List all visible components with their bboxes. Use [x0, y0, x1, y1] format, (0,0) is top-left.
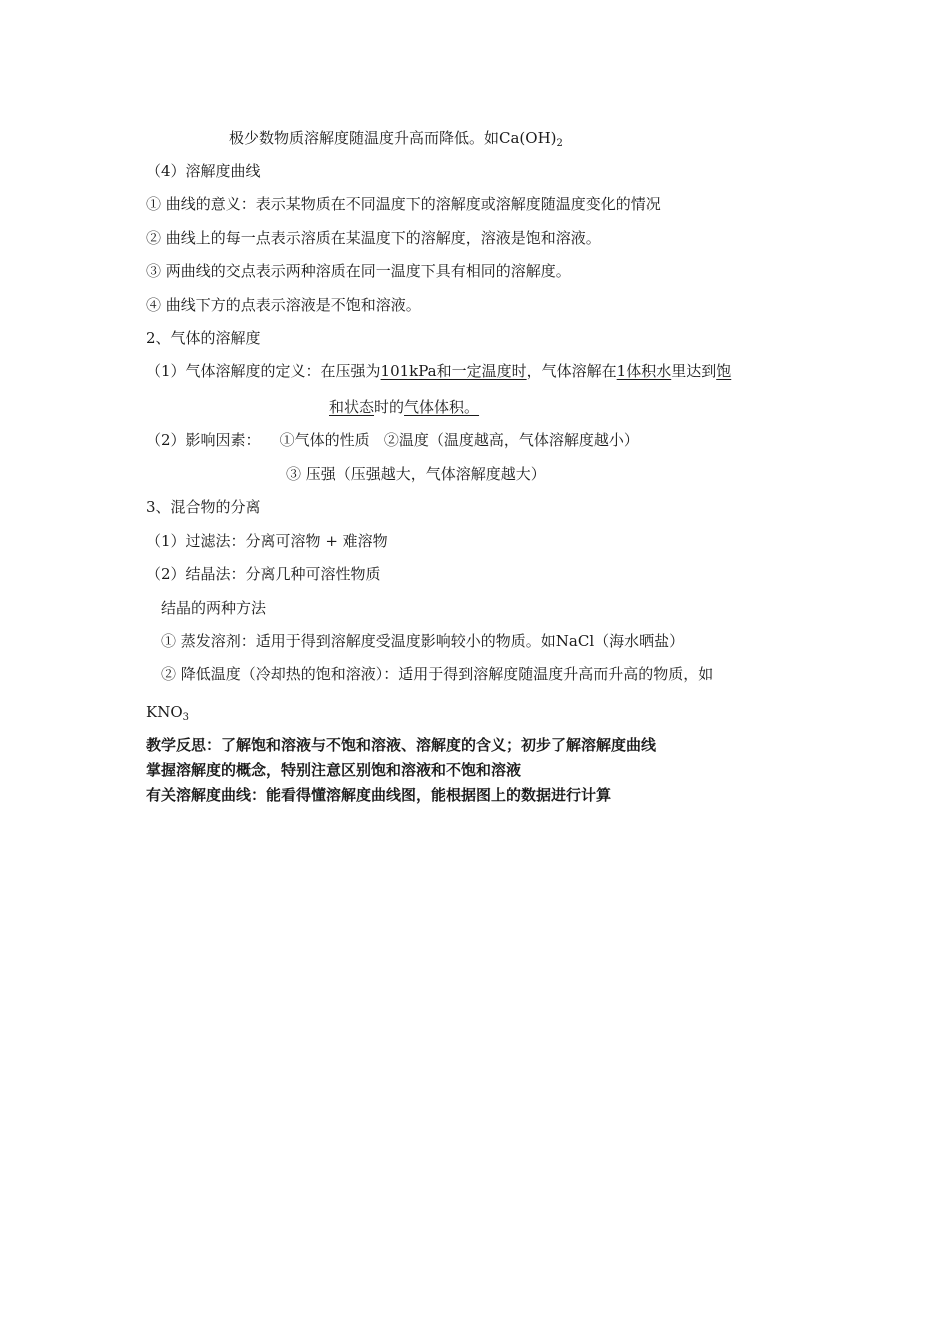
text-line-9	[329, 397, 479, 417]
text-line-14: （2）结晶法：分离几种可溶性物质	[146, 565, 381, 583]
text-line-11: ③ 压强（压强越大，气体溶解度越大）	[286, 465, 546, 483]
underlined-text: 1体积水	[616, 362, 672, 380]
text-span: 里达到	[671, 362, 717, 380]
heading-mixture-separation: 3、混合物的分离	[146, 498, 261, 516]
underlined-text: 101kPa和一定温度时	[380, 362, 527, 380]
text-line-5: ③ 两曲线的交点表示两种溶质在同一温度下具有相同的溶解度。	[146, 262, 571, 280]
text-line-6: ④ 曲线下方的点表示溶液是不饱和溶液。	[146, 296, 421, 314]
reflection-line-2: 掌握溶解度的概念，特别注意区别饱和溶液和不饱和溶液	[146, 761, 522, 779]
reflection-line-1: 教学反思：了解饱和溶液与不饱和溶液、溶解度的含义；初步了解溶解度曲线	[146, 736, 657, 754]
heading-solubility-curve: （4）溶解度曲线	[146, 162, 261, 180]
text-span: 时的	[374, 398, 405, 416]
subscript: 3	[182, 712, 190, 723]
underlined-text: 饱	[716, 362, 732, 380]
text-span: ，气体溶解在	[526, 362, 617, 380]
subscript: 2	[556, 138, 563, 149]
text-span: 极少数物质溶解度随温度升高而降低。如Ca(OH)	[229, 129, 557, 147]
text-line-16: ① 蒸发溶剂：适用于得到溶解度受温度影响较小的物质。如NaCl（海水晒盐）	[161, 632, 685, 650]
text-line-13: （1）过滤法：分离可溶物 + 难溶物	[146, 532, 388, 550]
text-line-10: （2）影响因素： ①气体的性质 ②温度（温度越高，气体溶解度越小）	[146, 431, 639, 449]
text-span: KNO	[146, 703, 183, 721]
text-line-4: ② 曲线上的每一点表示溶质在某温度下的溶解度，溶液是饱和溶液。	[146, 229, 601, 247]
underlined-text: 和状态	[329, 398, 375, 416]
text-line-8	[146, 361, 731, 381]
reflection-line-3: 有关溶解度曲线：能看得懂溶解度曲线图，能根据图上的数据进行计算	[146, 786, 612, 804]
text-line-15: 结晶的两种方法	[161, 599, 267, 617]
underlined-text: 气体体积。	[404, 398, 480, 416]
text-span: （1）气体溶解度的定义：在压强为	[146, 362, 381, 380]
text-line-18	[146, 702, 189, 728]
text-line-1	[229, 128, 563, 154]
text-line-17: ② 降低温度（冷却热的饱和溶液）：适用于得到溶解度随温度升高而升高的物质，如	[161, 665, 714, 683]
heading-gas-solubility: 2、气体的溶解度	[146, 329, 261, 347]
text-line-3: ① 曲线的意义：表示某物质在不同温度下的溶解度或溶解度随温度变化的情况	[146, 195, 661, 213]
